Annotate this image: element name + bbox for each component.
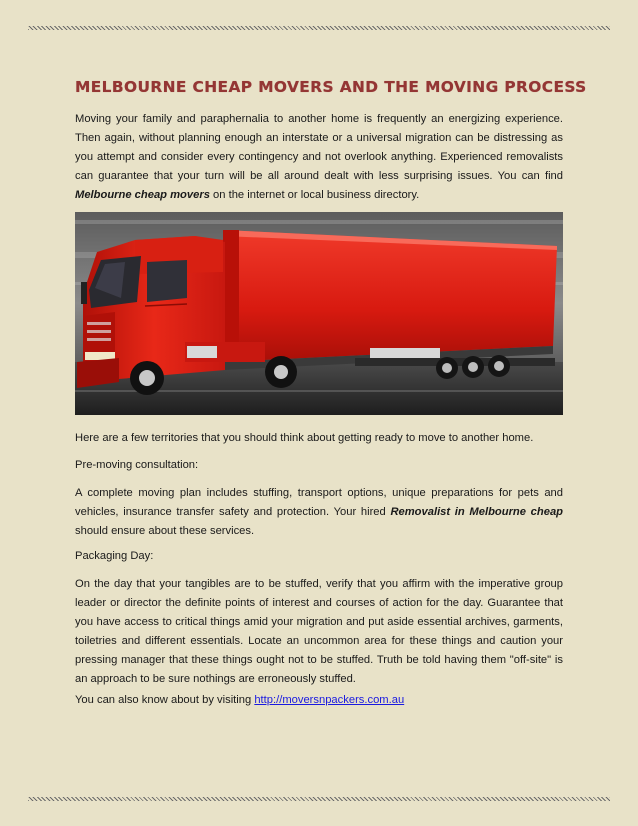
plan-text-after: should ensure about these services. [75, 525, 255, 537]
packaging-paragraph: On the day that your tangibles are to be stuffed, verify that you affirm with the imperative group leader or director the definite points of interest and courses of action for the day. Guarantee that you have access to critical things amid your migration and put aside essential archives, garments, toiletries and different essentials. Locate an uncommon area for these things and caution your pressing manager that these things ought not to be stuffed. Truth be told having them "off-site" is an approach to be sure nothings are erroneously stuffed. [75, 578, 563, 685]
plan-text-before: A complete moving plan includes stuffing, transport options, unique preparations for pets and vehicles, insurance transfer safety and protection. Your hired [75, 487, 563, 518]
top-border [28, 26, 610, 30]
moving-plan-paragraph [75, 484, 563, 541]
intro-emphasis: Melbourne cheap movers [75, 189, 210, 201]
visit-text: You can also know about by visiting [75, 694, 255, 706]
territories-paragraph: Here are a few territories that you should think about getting ready to move to another home. [75, 432, 534, 444]
pre-moving-heading: Pre-moving consultation: [75, 459, 199, 471]
plan-emphasis: Removalist in Melbourne cheap [390, 506, 564, 518]
bottom-border [28, 797, 610, 801]
packaging-day-heading: Packaging Day: [75, 550, 154, 562]
website-link[interactable]: http://moversnpackers.com.au [254, 694, 405, 706]
intro-text-before: Moving your family and paraphernalia to another home is frequently an energizing experience. Then again, without planning enough an interstate or a universal migration can be distressing as you attempt and consider every contingency and not overlook anything. Experienced removalists can guarantee that your turn will be all around dealt with less surprising issues. You can find [75, 113, 563, 182]
red-semi-truck-photo [75, 212, 563, 415]
visit-paragraph [75, 691, 563, 710]
intro-paragraph [75, 110, 563, 205]
article-title: MELBOURNE CHEAP MOVERS AND THE MOVING PROCESS [75, 78, 587, 96]
intro-text-after: on the internet or local business directory. [209, 189, 420, 201]
